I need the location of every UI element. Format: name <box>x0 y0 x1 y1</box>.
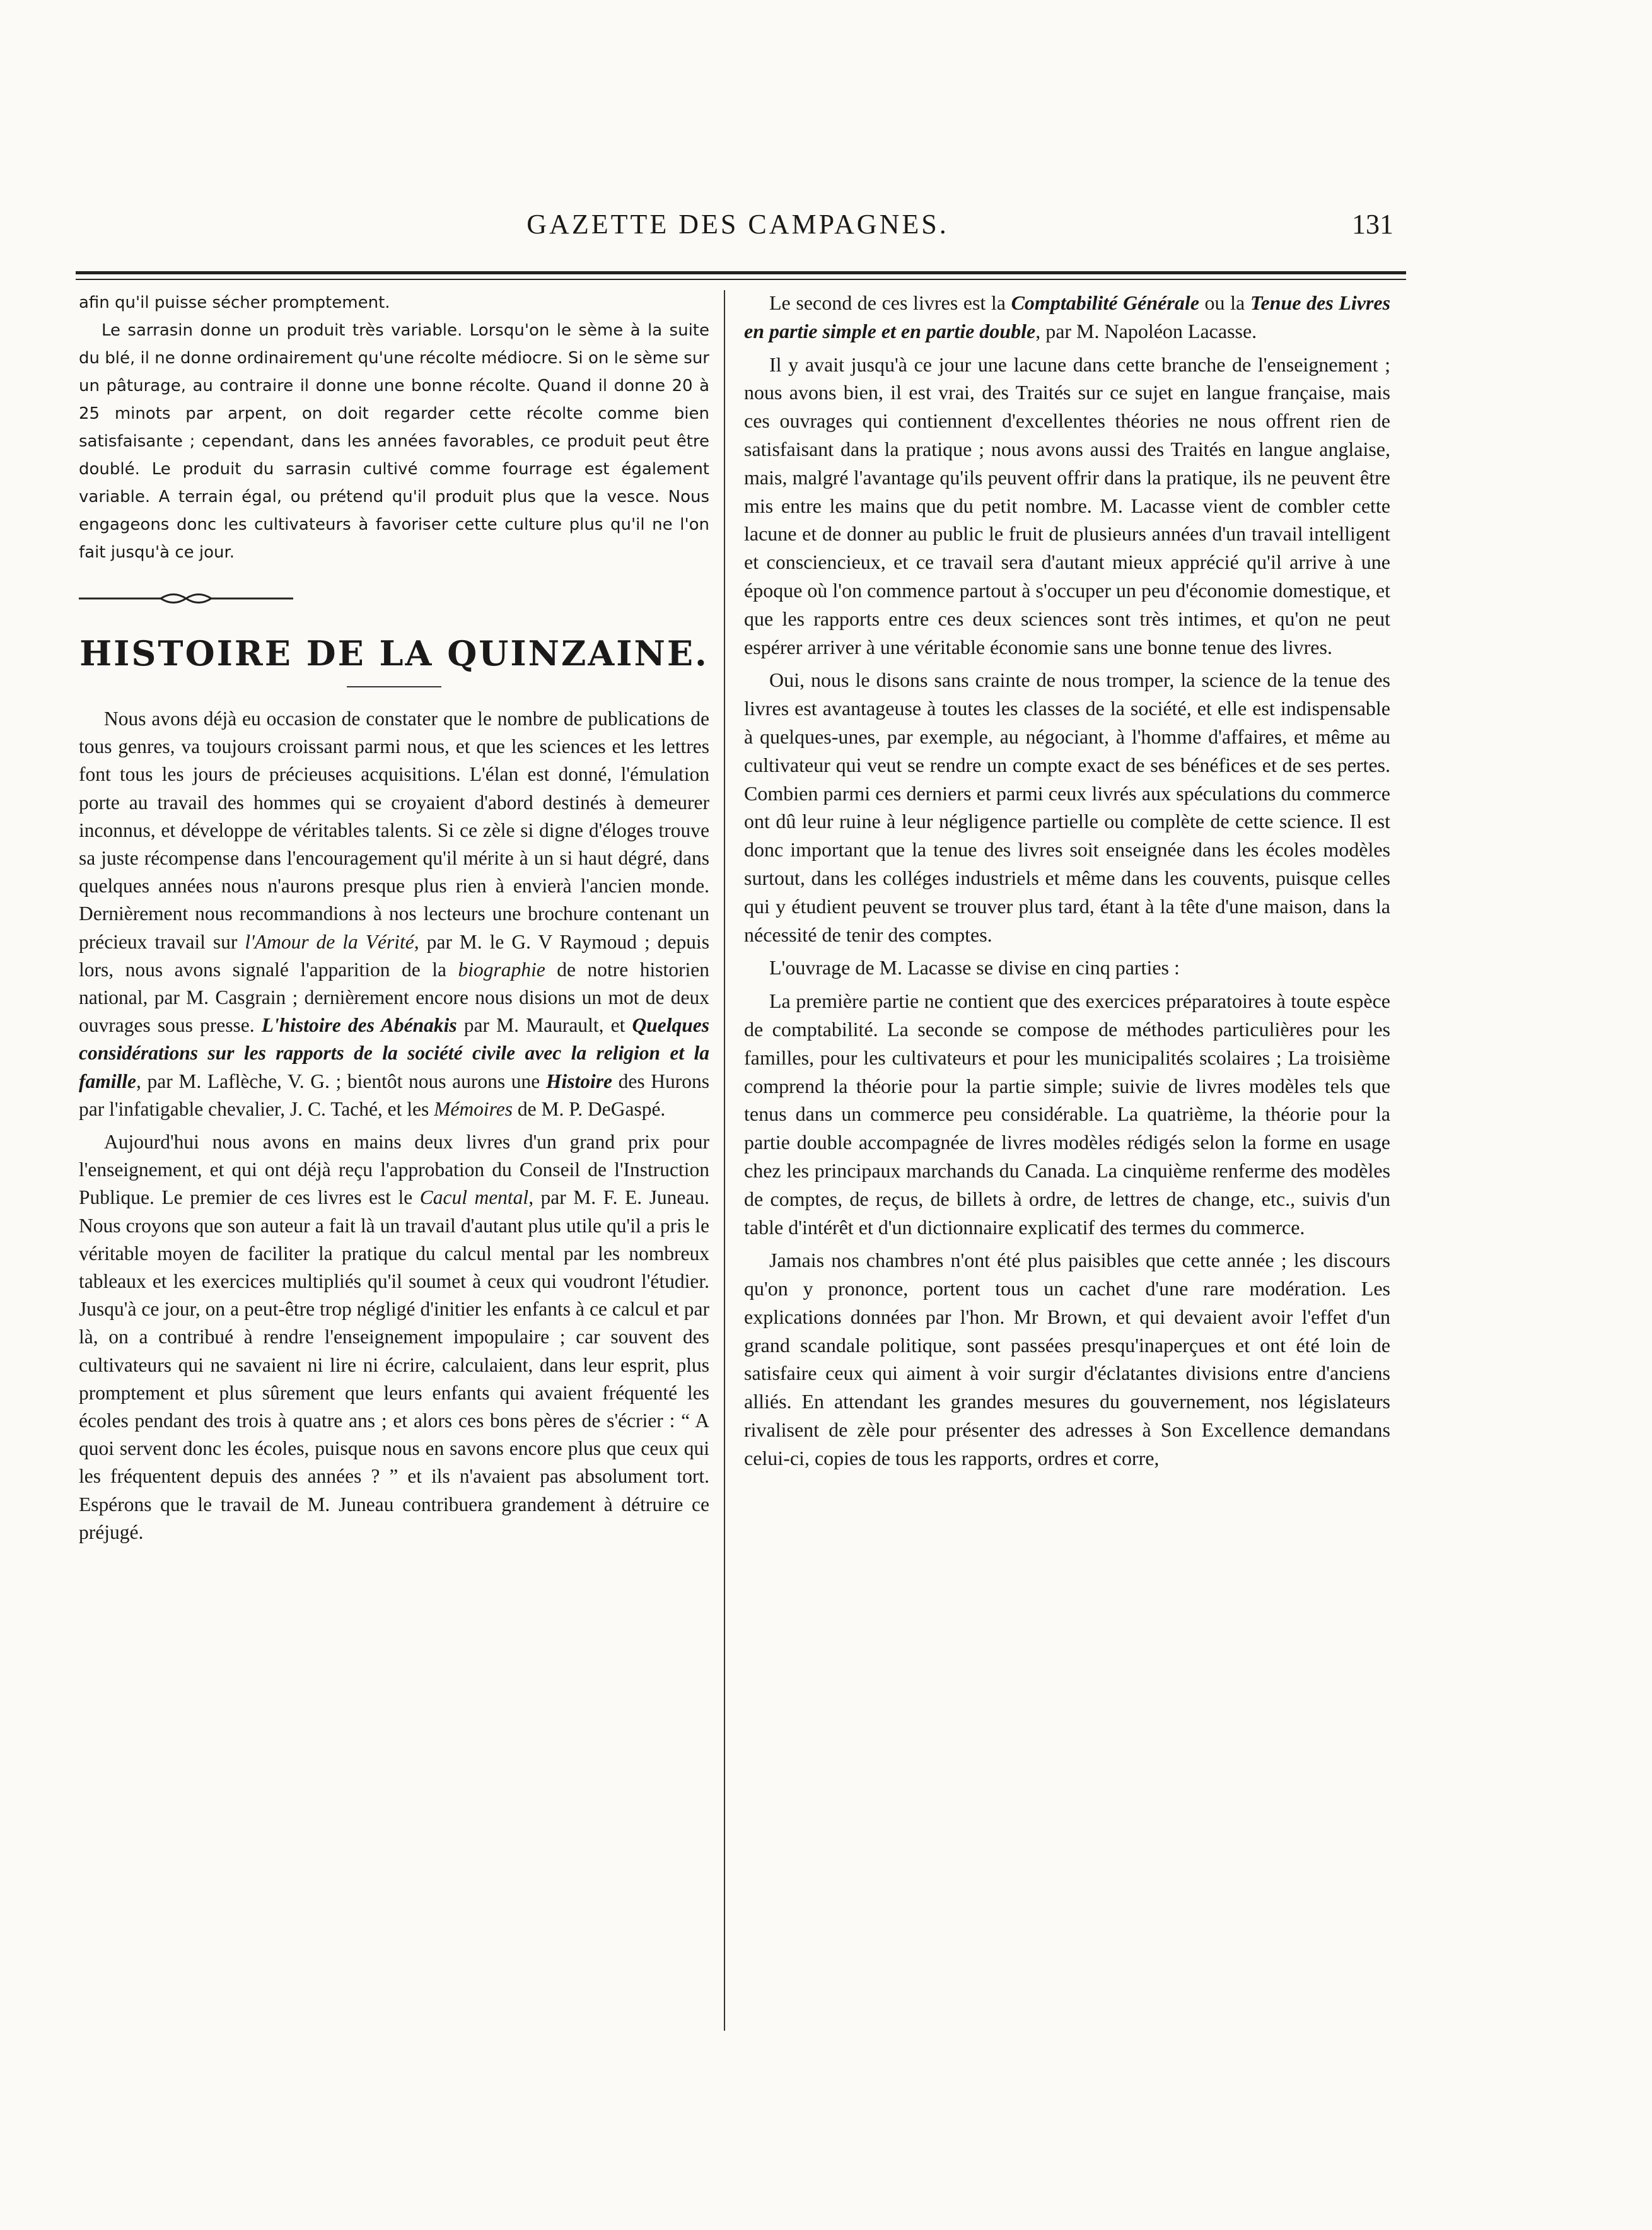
right-paragraph-3: Oui, nous le disons sans crainte de nous tromper, la science de la tenue des livres est avantageuse à toutes les classes de la société, et elle est indispensable à quelques-unes, par exemple, au négociant, à l'homme d'affaires, et même au cultivateur qui veut se rendre un compte exact de ses bénéfices et de ses pertes. Combien parmi ces derniers et parmi ceux livrés aux spéculations du commerce ont dû leur ruine à leur négligence partielle ou complète de cette science. Il est donc important que la tenue des livres soit enseignée dans les écoles modèles surtout, dans les colléges industriels et même dans les couvents, puisque celles qui y étudient peuvent se trouver plus tard, étant à la tête d'une maison, dans la nécessité de tenir des comptes. <box>744 668 1390 946</box>
right-paragraph-2: Il y avait jusqu'à ce jour une lacune dans cette branche de l'enseignement ; nous avons bien, il est vrai, des Traités sur ce sujet en langue française, mais ces ouvrages qui contiennent d'excellentes théories ne nous offrent rien de satisfaisant dans la pratique ; nous avons aussi des Traités en langue anglaise, mais, malgré l'avantage qu'ils peuvent offrir dans la pratique, ils ne peuvent être mis entre les mains que du petit nombre. M. Lacasse vient de combler cette lacune et de donner au public le fruit de plusieurs années d'un travail intelligent et consciencieux, et ce travail sera d'autant mieux apprécié qu'il arrive à une époque où l'on commence partout à s'occuper un peu d'économie domestique, et que les rapports entre ces deux sciences sont très intimes, et qu'on ne peut espérer arriver à une véritable économie sans une bonne tenue des livres. <box>744 353 1390 658</box>
right-paragraph-1: Le second de ces livres est la Comptabilité Générale ou la Tenue des Livres en partie simple et en partie double, par M. Napoléon Lacasse. <box>744 291 1391 342</box>
running-title: GAZETTE DES CAMPAGNES. <box>526 209 949 240</box>
column-divider <box>724 290 725 2031</box>
histoire-article <box>79 705 709 1546</box>
header-rule-thin <box>76 279 1406 280</box>
ornament-divider-icon <box>79 589 293 608</box>
page-header <box>82 208 1393 259</box>
right-paragraph-5: La première partie ne contient que des exercices préparatoires à toute espèce de comptabilité. La seconde se compose de méthodes particulières pour les familles, pour les cultivateurs et pour les municipalités scolaires ; La troisième comprend la théorie pour la partie simple; suivie de livres modèles tels que tenus dans un commerce peu considérable. La quatrième, la théorie pour la partie double accompagnée de livres modèles rédigés selon la forme en usage chez les principaux marchands du Canada. La cinquième renferme des modèles de comptes, de reçus, de billets à ordre, de lettres de change, etc., suivis d'un table d'intérêt et d'un dictionnaire explicatif des termes du commerce. <box>744 989 1390 1239</box>
farm-paragraph-1: afin qu'il puisse sécher promptement. <box>79 293 390 312</box>
title-underline <box>347 686 441 687</box>
left-column <box>79 289 709 1546</box>
farm-paragraph-2: Le sarrasin donne un produit très variable. Lorsqu'on le sème à la suite du blé, il ne donne ordinairement qu'une récolte médiocre. Si on le sème sur un pâturage, au contraire il donne une bonne récolte. Quand il donne 20 à 25 minots par arpent, on doit regarder cette récolte comme bien satisfaisante ; cependant, dans les années favorables, ce produit peut être doublé. Le produit du sarrasin cultivé comme fourrage est également variable. A terrain égal, ou prétend qu'il produit plus que la vesce. Nous engageons donc les cultivateurs à favoriser cette culture plus qu'il ne l'on fait jusqu'à ce jour. <box>79 321 709 562</box>
farm-article <box>79 289 709 566</box>
right-paragraph-4: L'ouvrage de M. Lacasse se divise en cinq parties : <box>769 956 1180 979</box>
right-paragraph-6: Jamais nos chambres n'ont été plus paisibles que cette année ; les discours qu'on y prononce, portent tous un cachet d'une rare modération. Les explications données par l'hon. Mr Brown, et qui devaient avoir l'effet d'un grand scandale politique, sont passées presqu'inaperçues et ont été loin de satisfaire ceux qui aiment à voir surgir d'éclatantes divisions entre d'anciens alliés. En attendant les grandes mesures du gouvernement, nos législateurs rivalisent de zèle pour présenter des adresses à Son Excellence demandans celui-ci, copies de tous les rapports, ordres et corre, <box>744 1249 1390 1469</box>
page-number: 131 <box>1352 209 1393 240</box>
header-rule-thick <box>76 271 1406 274</box>
section-title: HISTOIRE DE LA QUINZAINE. <box>79 633 709 674</box>
histoire-paragraph-1: Nous avons déjà eu occasion de constater que le nombre de publications de tous genres, va toujours croissant parmi nous, et que les sciences et les lettres font tous les jours de précieuses acquisitions. L'élan est donné, l'émulation porte au travail des hommes qui se croyaient d'abord destinés à demeurer inconnus, et développe de véritables talents. Si ce zèle si digne d'éloges trouve sa juste récompense dans l'encouragement qu'il mérite à un si haut dégré, dans quelques années nous n'aurons presque plus rien à envierà l'ancien monde. Dernièrement nous recommandions à nos lecteurs une brochure contenant un précieux travail sur l'Amour de la Vérité, par M. le G. V Raymoud ; depuis lors, nous avons signalé l'apparition de la biographie de notre historien national, par M. Casgrain ; dernièrement encore nous disions un mot de deux ouvrages sous presse. L'histoire des Abénakis par M. Maurault, et Quelques considérations sur les rapports de la société civile avec la religion et la famille, par M. Laflèche, V. G. ; bientôt nous aurons une Histoire des Hurons par l'infatigable chevalier, J. C. Taché, et les Mémoires de M. P. DeGaspé. <box>79 708 710 1120</box>
right-column <box>744 289 1390 1473</box>
histoire-paragraph-2: Aujourd'hui nous avons en mains deux livres d'un grand prix pour l'enseignement, et qui ont déjà reçu l'approbation du Conseil de l'Instruction Publique. Le premier de ces livres est le Cacul mental, par M. F. E. Juneau. Nous croyons que son auteur a fait là un travail d'autant plus utile qu'il a pris le véritable moyen de faciliter la pratique du calcul mental par les nombreux tableaux et les exercices multipliés qu'il soumet à ceux qui voudront l'étudier. Jusqu'à ce jour, on a peut-être trop négligé d'initier les enfants à ce calcul et par là, on a contribué à rendre l'enseignement impopulaire ; car souvent des cultivateurs qui ne savaient ni lire ni écrire, calculaient, dans leur esprit, plus promptement et plus sûrement que leurs enfants qui avaient fréquenté les écoles pendant des trois à quatre ans ; et alors ces bons pères de s'écrier : “ A quoi servent donc les écoles, puisque nous en savons encore plus que ceux qui les fréquentent depuis des années ? ” et ils n'avaient pas absolument tort. Espérons que le travail de M. Juneau contribuera grandement à détruire ce préjugé. <box>79 1131 709 1543</box>
